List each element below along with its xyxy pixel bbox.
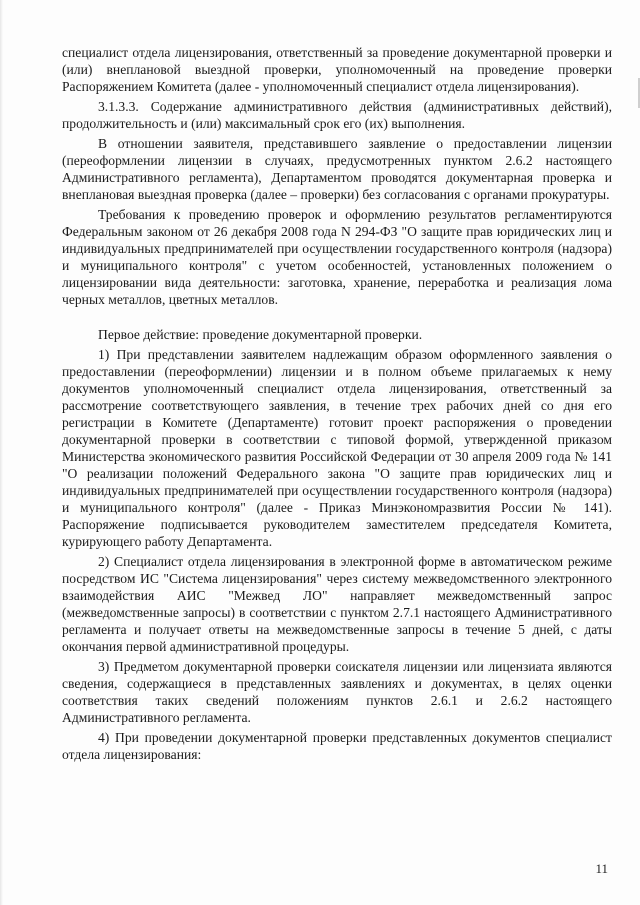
paragraph-section-3-1-3-3: 3.1.3.3. Содержание административного действия (административных действий), продолжительность и (или) максимальный срок его (их) выполнения. xyxy=(62,99,612,131)
paragraph-item-3: 3) Предметом документарной проверки соискателя лицензии или лицензиата являются сведения, содержащиеся в представленных заявлениях и документах, в целях оценки соответствия таких сведений положениям пунктов 2.6.1 и 2.6.2 настоящего Административного регламента. xyxy=(62,659,612,725)
paragraph-first-action: Первое действие: проведение документарной проверки. xyxy=(98,327,423,342)
page-number: 11 xyxy=(595,861,608,876)
scan-edge xyxy=(0,0,3,905)
paragraph-spacer xyxy=(62,308,612,326)
paragraph-applicant-checks: В отношении заявителя, представившего заявление о предоставлении лицензии (переоформлении лицензии в случаях, предусмотренных пунктом 2.6.2 настоящего Административного регламента), Департаментом проводятся документарная проверка и внеплановая выездная проверка (далее – проверки) без согласования с органами прокуратуры. xyxy=(62,136,612,202)
paragraph-item-4: 4) При проведении документарной проверки представленных документов специалист отдела лицензирования: xyxy=(62,730,612,762)
paragraph-item-1: 1) При представлении заявителем надлежащим образом оформленного заявления о предоставлении (переоформлении) лицензии и в полном объеме прилагаемых к нему документов уполномоченный специалист отдела лицензирования, ответственный за рассмотрение соответствующего заявления, в течение трех рабочих дней со дня его регистрации в Комитете (Департаменте) готовит проект распоряжения о проведении документарной проверки в соответствии с типовой формой, утвержденной приказом Министерства экономического развития Российской Федерации от 30 апреля 2009 года № 141 "О реализации положений Федерального закона "О защите прав юридических лиц и индивидуальных предпринимателей при осуществлении государственного контроля (надзора) и муниципального контроля" (далее - Приказ Минэкономразвития России № 141). Распоряжение подписывается руководителем заместителем председателя Комитета, курирующего работу Департамента. xyxy=(62,347,612,549)
document-body xyxy=(62,44,612,763)
paragraph-requirements: Требования к проведению проверок и оформлению результатов регламентируются Федеральным законом от 26 декабря 2008 года N 294-ФЗ "О защите прав юридических лиц и индивидуальных предпринимателей при осуществлении государственного контроля (надзора) и муниципального контроля" с учетом особенностей, установленных положением о лицензировании вида деятельности: заготовка, хранение, переработка и реализация лома черных металлов, цветных металлов. xyxy=(62,207,612,307)
paragraph-item-2: 2) Специалист отдела лицензирования в электронной форме в автоматическом режиме посредством ИС "Система лицензирования" через систему межведомственного электронного взаимодействия АИС "Межвед ЛО" направляет межведомственный запрос (межведомственные запросы) в соответствии с пунктом 2.7.1 настоящего Административного регламента и получает ответы на межведомственные запросы в течение 5 дней, с даты окончания первой административной процедуры. xyxy=(62,554,612,654)
paragraph-specialist-definition: специалист отдела лицензирования, ответственный за проведение документарной проверки и (или) внеплановой выездной проверки, уполномоченный на проведение проверки Распоряжением Комитета (далее - уполномоченный специалист отдела лицензирования). xyxy=(62,45,612,94)
